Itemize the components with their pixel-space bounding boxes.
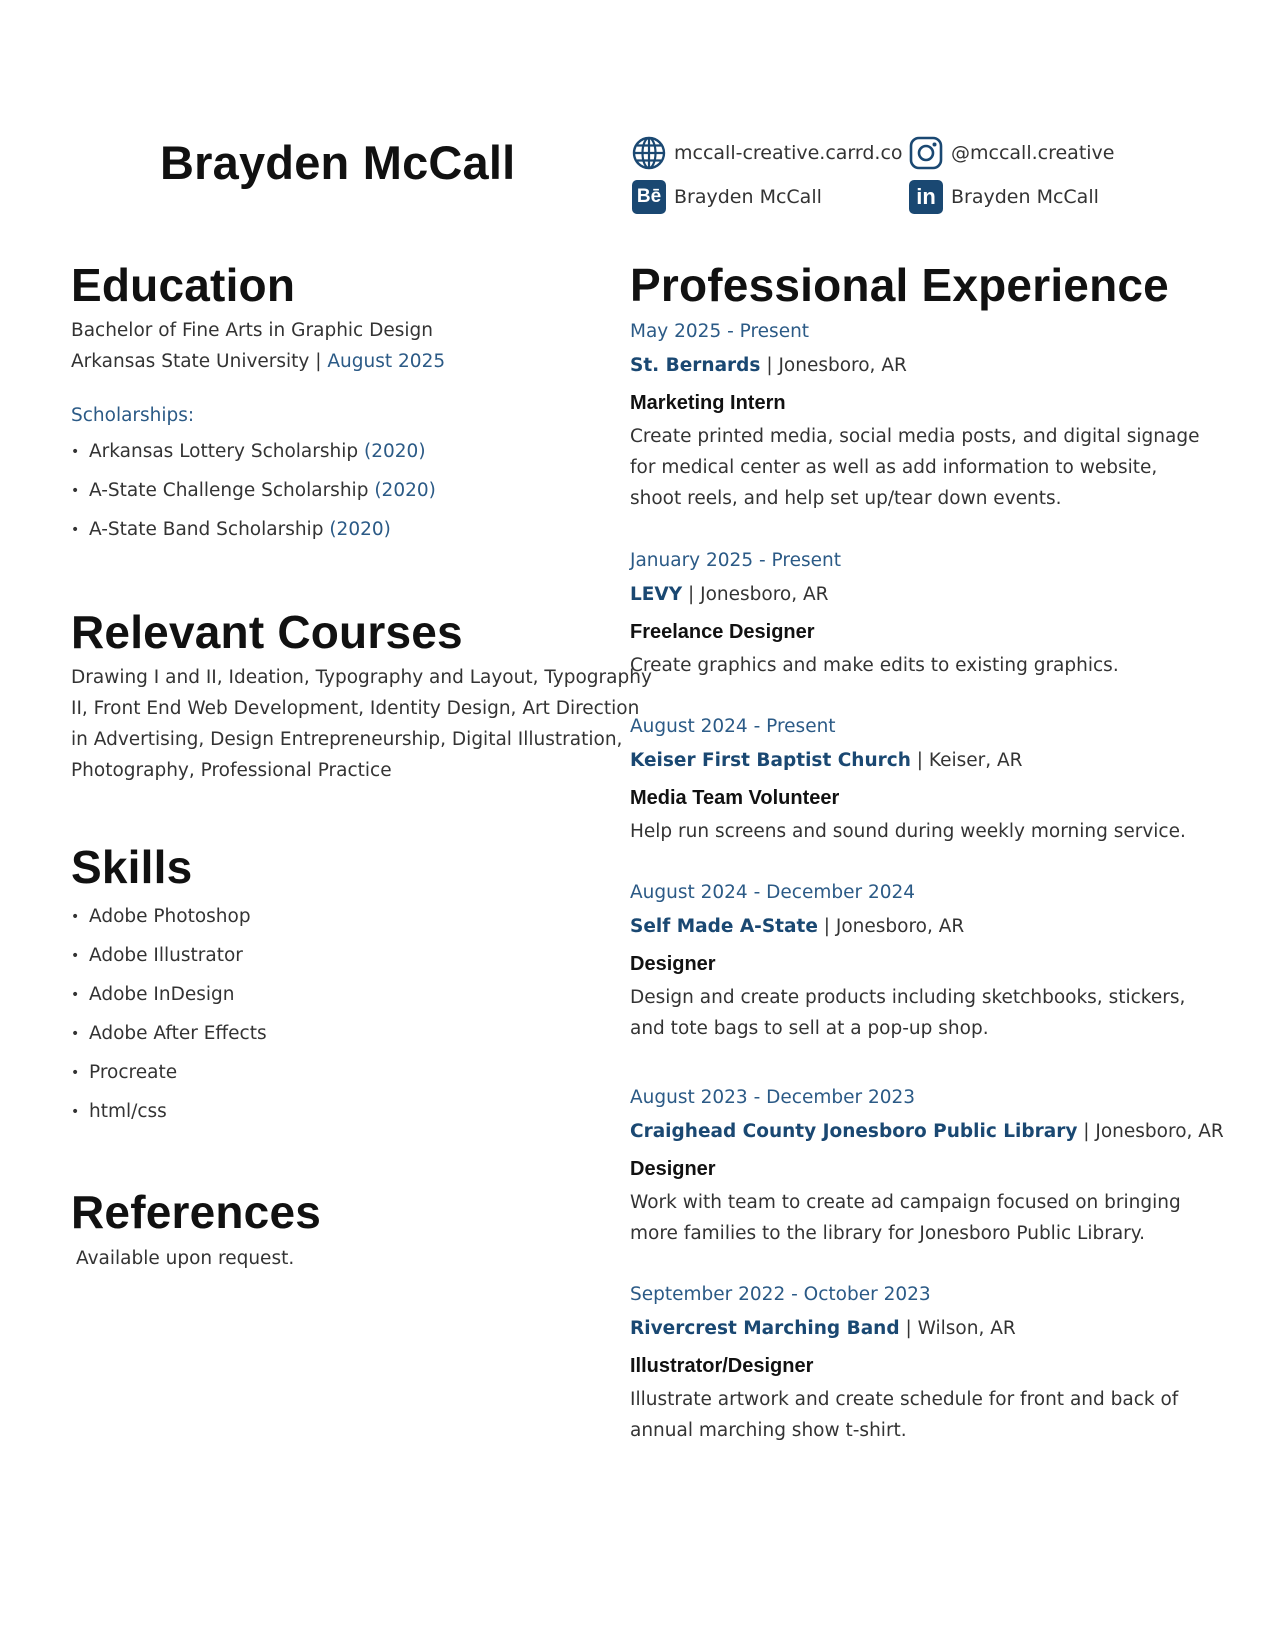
linkedin-contact[interactable]: [909, 180, 1099, 214]
job-organization: Craighead County Jonesboro Public Library: [630, 1121, 1078, 1142]
list-item: • Adobe After Effects: [71, 1023, 267, 1044]
school-name: Arkansas State University: [71, 351, 310, 372]
graduation-date: August 2025: [327, 351, 446, 372]
job-org-line: Self Made A-State | Jonesboro, AR: [630, 916, 965, 937]
job-role: Media Team Volunteer: [630, 787, 840, 809]
experience-entry: [630, 712, 1210, 847]
globe-icon: [632, 136, 666, 170]
job-location: Jonesboro, AR: [835, 916, 965, 937]
job-date: August 2024 - Present: [630, 716, 836, 737]
job-location: Jonesboro, AR: [1095, 1121, 1224, 1142]
list-item: • Adobe Photoshop: [71, 906, 251, 927]
job-description: Create printed media, social media posts, and digital signage for medical center as well as add information to website, shoot reels, and help set up/tear down events.: [630, 426, 1200, 509]
job-description: Help run screens and sound during weekly morning service.: [630, 821, 1186, 842]
experience-entry: [630, 878, 1210, 1044]
degree: Bachelor of Fine Arts in Graphic Design: [71, 320, 433, 341]
instagram-contact[interactable]: [909, 136, 1114, 170]
list-item: • Procreate: [71, 1062, 178, 1083]
list-item: • A-State Band Scholarship (2020): [71, 519, 391, 540]
job-date: August 2023 - December 2023: [630, 1087, 916, 1108]
behance-icon: Bē: [632, 180, 666, 214]
education-details: [71, 315, 591, 377]
linkedin-icon: in: [909, 180, 943, 214]
courses-heading: Relevant Courses: [71, 606, 463, 658]
courses-list: [71, 662, 652, 786]
job-location: Jonesboro, AR: [700, 584, 829, 605]
job-organization: LEVY: [630, 584, 683, 605]
experience-entry: [630, 1280, 1210, 1446]
job-location: Wilson, AR: [917, 1318, 1016, 1339]
job-organization: Keiser First Baptist Church: [630, 750, 911, 771]
linkedin-label: Brayden McCall: [951, 186, 1099, 208]
job-organization: Self Made A-State: [630, 916, 818, 937]
job-role: Designer: [630, 953, 716, 975]
job-location: Jonesboro, AR: [778, 355, 907, 376]
website-contact[interactable]: [632, 136, 903, 170]
instagram-icon: [909, 136, 943, 170]
job-org-line: Rivercrest Marching Band | Wilson, AR: [630, 1318, 1016, 1339]
job-role: Illustrator/Designer: [630, 1355, 814, 1377]
list-item: • A-State Challenge Scholarship (2020): [71, 480, 436, 501]
job-date: May 2025 - Present: [630, 321, 810, 342]
job-description: Work with team to create ad campaign focused on bringing more families to the library for Jonesboro Public Library.: [630, 1192, 1181, 1244]
behance-label: Brayden McCall: [674, 186, 822, 208]
experience-entry: [630, 1083, 1224, 1249]
behance-contact[interactable]: [632, 180, 822, 214]
job-org-line: St. Bernards | Jonesboro, AR: [630, 355, 907, 376]
job-date: August 2024 - December 2024: [630, 882, 916, 903]
job-date: September 2022 - October 2023: [630, 1284, 931, 1305]
job-role: Marketing Intern: [630, 392, 786, 414]
experience-entry: [630, 317, 1210, 514]
job-organization: St. Bernards: [630, 355, 761, 376]
resume-name: Brayden McCall: [160, 136, 516, 189]
job-org-line: Craighead County Jonesboro Public Library | Jonesboro, AR: [630, 1121, 1224, 1142]
references-heading: References: [71, 1186, 322, 1238]
job-role: Designer: [630, 1158, 716, 1180]
job-description: Illustrate artwork and create schedule for front and back of annual marching show t-shirt.: [630, 1389, 1179, 1441]
job-organization: Rivercrest Marching Band: [630, 1318, 900, 1339]
job-date: January 2025 - Present: [630, 550, 841, 571]
courses-line: Photography, Professional Practice: [71, 760, 392, 781]
courses-line: Drawing I and II, Ideation, Typography and Layout, Typography: [71, 667, 652, 688]
job-org-line: LEVY | Jonesboro, AR: [630, 584, 829, 605]
scholarships-list: [71, 432, 436, 549]
references-text: Available upon request.: [76, 1248, 295, 1269]
school-line: [71, 346, 591, 377]
website-label: mccall-creative.carrd.co: [674, 142, 903, 164]
list-item: • Adobe InDesign: [71, 984, 235, 1005]
experience-heading: Professional Experience: [630, 259, 1169, 311]
job-description: Create graphics and make edits to existing graphics.: [630, 655, 1119, 676]
separator: |: [315, 351, 322, 372]
scholarships-label: Scholarships:: [71, 405, 195, 426]
education-heading: Education: [71, 259, 296, 311]
list-item: • Adobe Illustrator: [71, 945, 243, 966]
skills-heading: Skills: [71, 841, 193, 893]
list-item: • Arkansas Lottery Scholarship (2020): [71, 441, 426, 462]
courses-line: II, Front End Web Development, Identity Design, Art Direction: [71, 698, 640, 719]
skills-list: [71, 897, 267, 1131]
list-item: • html/css: [71, 1101, 167, 1122]
instagram-label: @mccall.creative: [951, 142, 1115, 164]
job-description: Design and create products including sketchbooks, stickers, and tote bags to sell at a pop-up shop.: [630, 987, 1186, 1039]
job-org-line: Keiser First Baptist Church | Keiser, AR: [630, 750, 1023, 771]
courses-line: in Advertising, Design Entrepreneurship, Digital Illustration,: [71, 729, 623, 750]
experience-entry: [630, 546, 1210, 681]
job-role: Freelance Designer: [630, 621, 815, 643]
job-location: Keiser, AR: [928, 750, 1023, 771]
